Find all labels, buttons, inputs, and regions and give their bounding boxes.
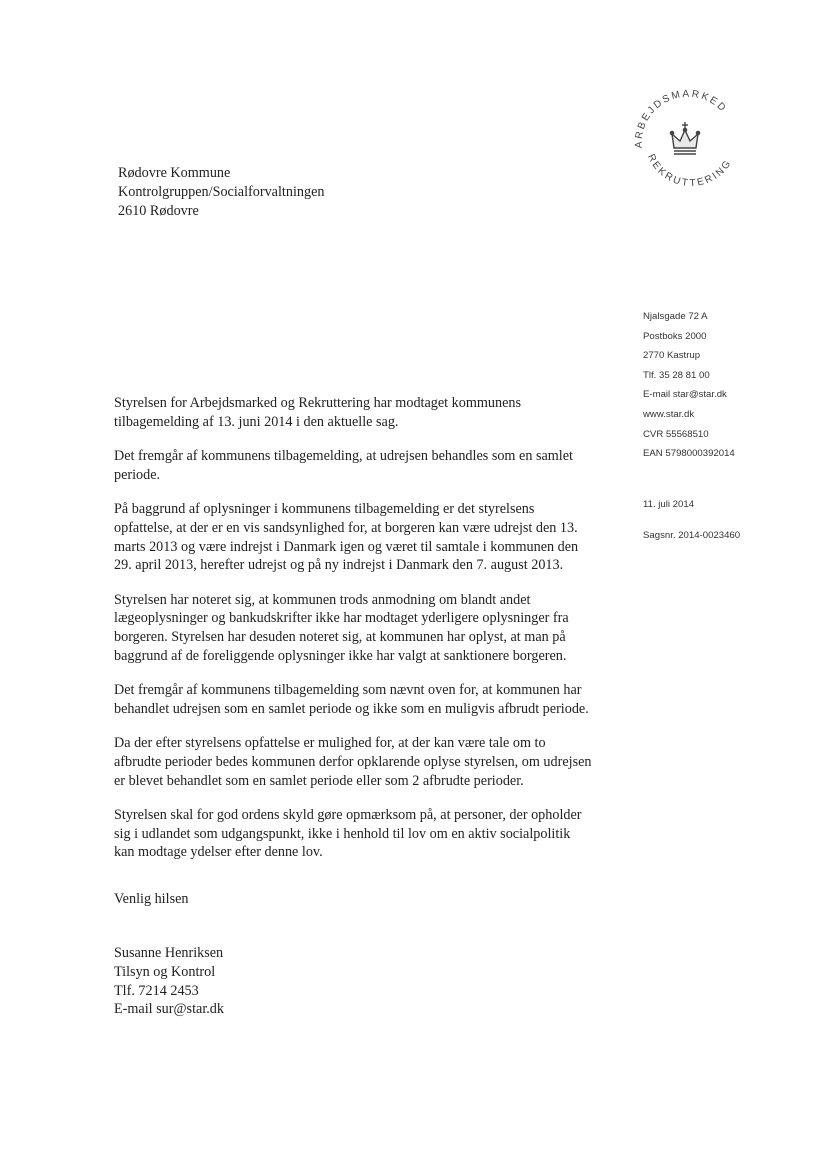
sender-address-pobox: Postboks 2000 — [643, 330, 707, 342]
signer-email: E-mail sur@star.dk — [114, 1001, 224, 1018]
crown-icon — [670, 122, 699, 154]
recipient-line: Rødovre Kommune — [118, 165, 231, 181]
closing-greeting: Venlig hilsen — [114, 891, 189, 907]
sender-info — [643, 307, 823, 541]
logo-arc-text-top: ARBEJDSMARKED — [633, 88, 729, 149]
sender-cvr: CVR 55568510 — [643, 428, 709, 440]
signer-name: Susanne Henriksen — [114, 945, 224, 961]
sender-address-street: Njalsgade 72 A — [643, 311, 708, 322]
agency-seal — [628, 86, 754, 196]
sender-phone: Tlf. 35 28 81 00 — [643, 369, 710, 381]
sender-ean: EAN 5798000392014 — [643, 448, 735, 460]
letter-body — [114, 394, 614, 878]
body-paragraph: Styrelsen for Arbejdsmarked og Rekruttering har modtaget kommunens tilbagemelding af 13. juni 2014 i den aktuelle sag. — [114, 395, 522, 430]
sender-address-city: 2770 Kastrup — [643, 350, 701, 362]
signer-phone: Tlf. 7214 2453 — [114, 982, 199, 999]
body-paragraph: På baggrund af oplysninger i kommunens tilbagemelding er det styrelsens opfattelse, at der er en vis sandsynlighed for, at borgeren kan være udrejst den 13. marts 2013 og være indrejst i Danmark igen og været til samtale i kommunen den 29. april 2013, herefter udrejst og på ny indrejst i Danmark den 7. august 2013. — [114, 501, 579, 574]
body-paragraph: Styrelsen skal for god ordens skyld gøre opmærksom på, at personer, der opholder sig i udlandet som udgangspunkt, ikke i henhold til lov om en aktiv socialpolitik kan modtage ydelser efter denne lov. — [114, 807, 582, 861]
recipient-address — [118, 164, 324, 221]
letter-date: 11. juli 2014 — [643, 499, 695, 510]
agency-logo — [628, 86, 754, 196]
body-paragraph: Det fremgår af kommunens tilbagemelding som nævnt oven for, at kommunen har behandlet udrejsen som en samlet periode og ikke som en muligvis afbrudt periode. — [114, 682, 589, 717]
sender-email: E-mail star@star.dk — [643, 389, 727, 401]
sender-website: www.star.dk — [643, 408, 695, 420]
signature-block — [114, 944, 224, 1019]
body-paragraph: Da der efter styrelsens opfattelse er mulighed for, at der kan være tale om to afbrudte perioder bedes kommunen derfor opklarende oplyse styrelsen, om udrejsen er blevet behandlet som en samlet periode eller som 2 afbrudte perioder. — [114, 735, 592, 789]
case-number: Sagsnr. 2014-0023460 — [643, 530, 741, 541]
body-paragraph: Det fremgår af kommunens tilbagemelding, at udrejsen behandles som en samlet periode. — [114, 448, 573, 483]
svg-text:REKRUTTERING — [645, 153, 734, 190]
recipient-line: Kontrolgruppen/Socialforvaltningen — [118, 184, 325, 200]
body-paragraph: Styrelsen har noteret sig, at kommunen trods anmodning om blandt andet lægeoplysninger og bankudskrifter ikke har modtaget yderligere oplysninger fra borgeren. Styrelsen har desuden noteret sig, at kommunen har oplyst, at man på baggrund af de foreliggende oplysninger ikke har valgt at sanktionere borgeren. — [114, 591, 569, 664]
signer-department: Tilsyn og Kontrol — [114, 963, 216, 980]
recipient-line: 2610 Rødovre — [118, 203, 199, 219]
logo-arc-text-bottom: REKRUTTERING — [645, 152, 735, 190]
